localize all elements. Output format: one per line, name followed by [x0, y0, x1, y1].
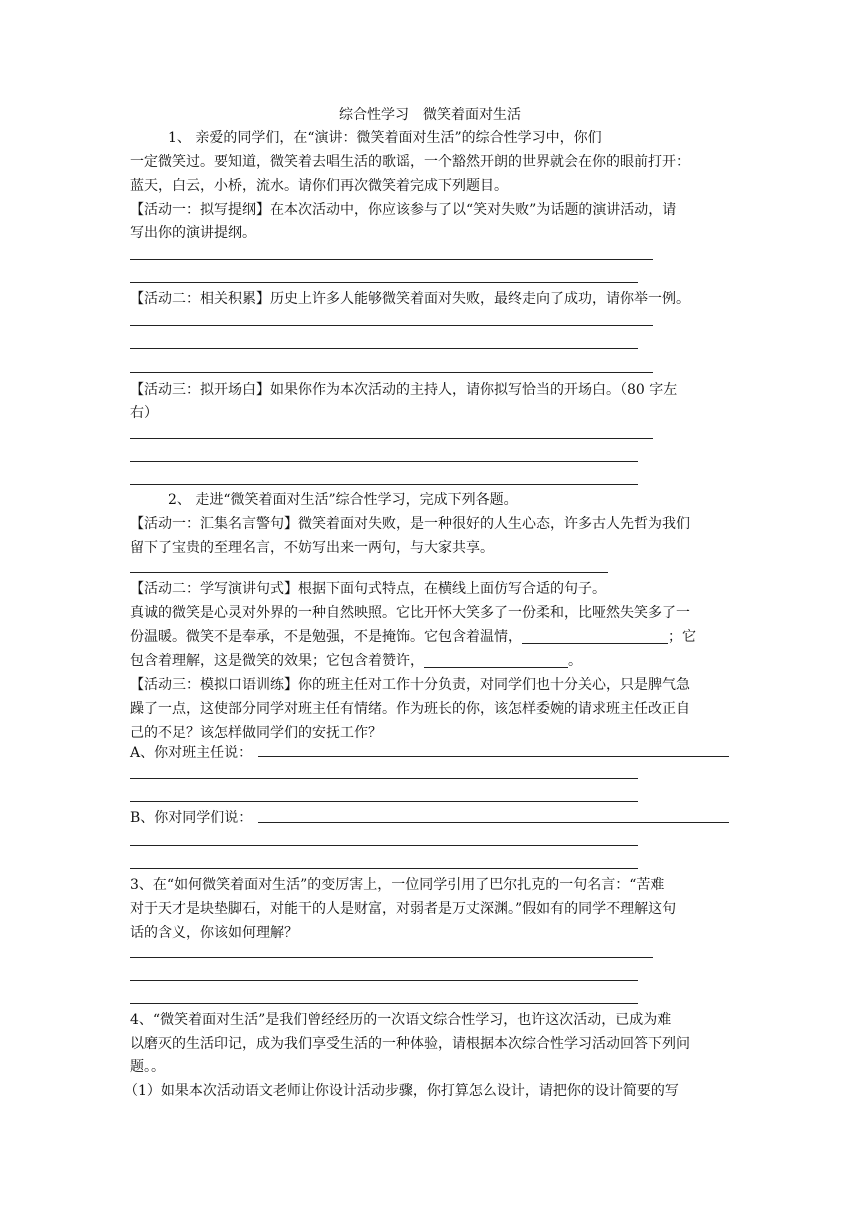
answer-line[interactable]	[258, 822, 729, 823]
answer-line[interactable]	[130, 980, 638, 981]
answer-line[interactable]	[130, 572, 608, 573]
q1-intro-line-3: 蓝天，白云，小桥，流水。请你们再次微笑着完成下列题目。	[130, 178, 508, 194]
answer-line[interactable]	[130, 801, 638, 802]
page-title: 综合性学习 微笑着面对生活	[339, 107, 521, 123]
answer-line[interactable]	[130, 325, 653, 326]
answer-line[interactable]	[130, 372, 653, 373]
answer-line[interactable]	[130, 484, 638, 485]
q1-activity3-line-2: 右）	[130, 405, 158, 421]
q2-activity1-line-2: 留下了宝贵的至理名言，不妨写出来一两句，与大家共享。	[130, 540, 494, 556]
answer-line[interactable]	[130, 348, 638, 349]
q4-line-2: 以磨灭的生活印记，成为我们享受生活的一种体验，请根据本次综合性学习活动回答下列问	[130, 1036, 690, 1052]
answer-line[interactable]	[130, 778, 638, 779]
answer-line[interactable]	[130, 868, 638, 869]
q1-intro-line-2: 一定微笑过。要知道，微笑着去唱生活的歌谣，一个豁然开朗的世界就会在你的眼前打开：	[130, 154, 690, 170]
q1-activity3-line-1: 【活动三：拟开场白】如果你作为本次活动的主持人，请你拟写恰当的开场白。（80 字左	[130, 382, 678, 398]
sentence-text: ；它	[668, 629, 696, 645]
q2-activity2-line-4	[130, 652, 582, 670]
q1-intro-line-1: 1、 亲爱的同学们，在“演讲：微笑着面对生活”的综合性学习中，你们	[168, 130, 602, 146]
q3-line-1: 3、在“如何微笑着面对生活”的变厉害上，一位同学引用了巴尔扎克的一句名言：“苦难	[130, 877, 665, 893]
sentence-text: 份温暖。微笑不是奉承，不是勉强，不是掩饰。它包含着温情，	[130, 629, 522, 645]
q2-activity2-line-2: 真诚的微笑是心灵对外界的一种自然映照。它比开怀大笑多了一份柔和，比哑然失笑多了一	[130, 605, 690, 621]
q4-subquestion-1: （1）如果本次活动语文老师让你设计活动步骤，你打算怎么设计，请把你的设计简要的写	[124, 1083, 679, 1099]
answer-line[interactable]	[258, 756, 729, 757]
q4-line-3: 题。。	[130, 1059, 165, 1075]
answer-line[interactable]	[130, 438, 653, 439]
fill-blank-2[interactable]	[424, 653, 568, 668]
answer-line[interactable]	[130, 845, 638, 846]
q3-line-3: 话的含义，你该如何理解？	[130, 925, 298, 941]
q4-line-1: 4、“微笑着面对生活”是我们曾经经历的一次语文综合性学习，也许这次活动，已成为难	[130, 1012, 672, 1028]
answer-line[interactable]	[130, 282, 638, 283]
answer-line[interactable]	[130, 461, 638, 462]
sentence-text: 包含着理解，这是微笑的效果；它包含着赞许，	[130, 653, 424, 669]
answer-a-label: A、你对班主任说：	[130, 745, 253, 761]
fill-blank-1[interactable]	[522, 629, 668, 644]
q1-activity1-line-2: 写出你的演讲提纲。	[130, 225, 256, 241]
answer-line[interactable]	[130, 1003, 638, 1004]
q1-activity1-line-1: 【活动一：拟写提纲】在本次活动中，你应该参与了以“笑对失败”为话题的演讲活动，请	[130, 202, 677, 218]
q1-activity2-line-1: 【活动二：相关积累】历史上许多人能够微笑着面对失败，最终走向了成功，请你举一例。	[130, 291, 690, 307]
q3-line-2: 对于天才是块垫脚石，对能干的人是财富，对弱者是万丈深渊。”假如有的同学不理解这句	[130, 901, 677, 917]
q2-activity3-line-3: 己的不足？该怎样做同学们的安抚工作？	[130, 725, 382, 741]
q2-activity3-line-1: 【活动三：模拟口语训练】你的班主任对工作十分负责，对同学们也十分关心，只是脾气急	[130, 677, 690, 693]
q2-activity3-line-2: 躁了一点，这使部分同学对班主任有情绪。作为班长的你，该怎样委婉的请求班主任改正自	[130, 701, 690, 717]
answer-line[interactable]	[130, 259, 653, 260]
q2-activity1-line-1: 【活动一：汇集名言警句】微笑着面对失败，是一种很好的人生心态，许多古人先哲为我们	[130, 516, 690, 532]
q2-activity2-line-3	[130, 628, 696, 646]
answer-line[interactable]	[130, 957, 653, 958]
q2-intro: 2、 走进“微笑着面对生活”综合性学习，完成下列各题。	[168, 492, 518, 508]
answer-b-label: B、你对同学们说：	[130, 810, 253, 826]
sentence-text: 。	[568, 653, 582, 669]
q2-activity2-line-1: 【活动二：学写演讲句式】根据下面句式特点，在横线上面仿写合适的句子。	[130, 581, 606, 597]
